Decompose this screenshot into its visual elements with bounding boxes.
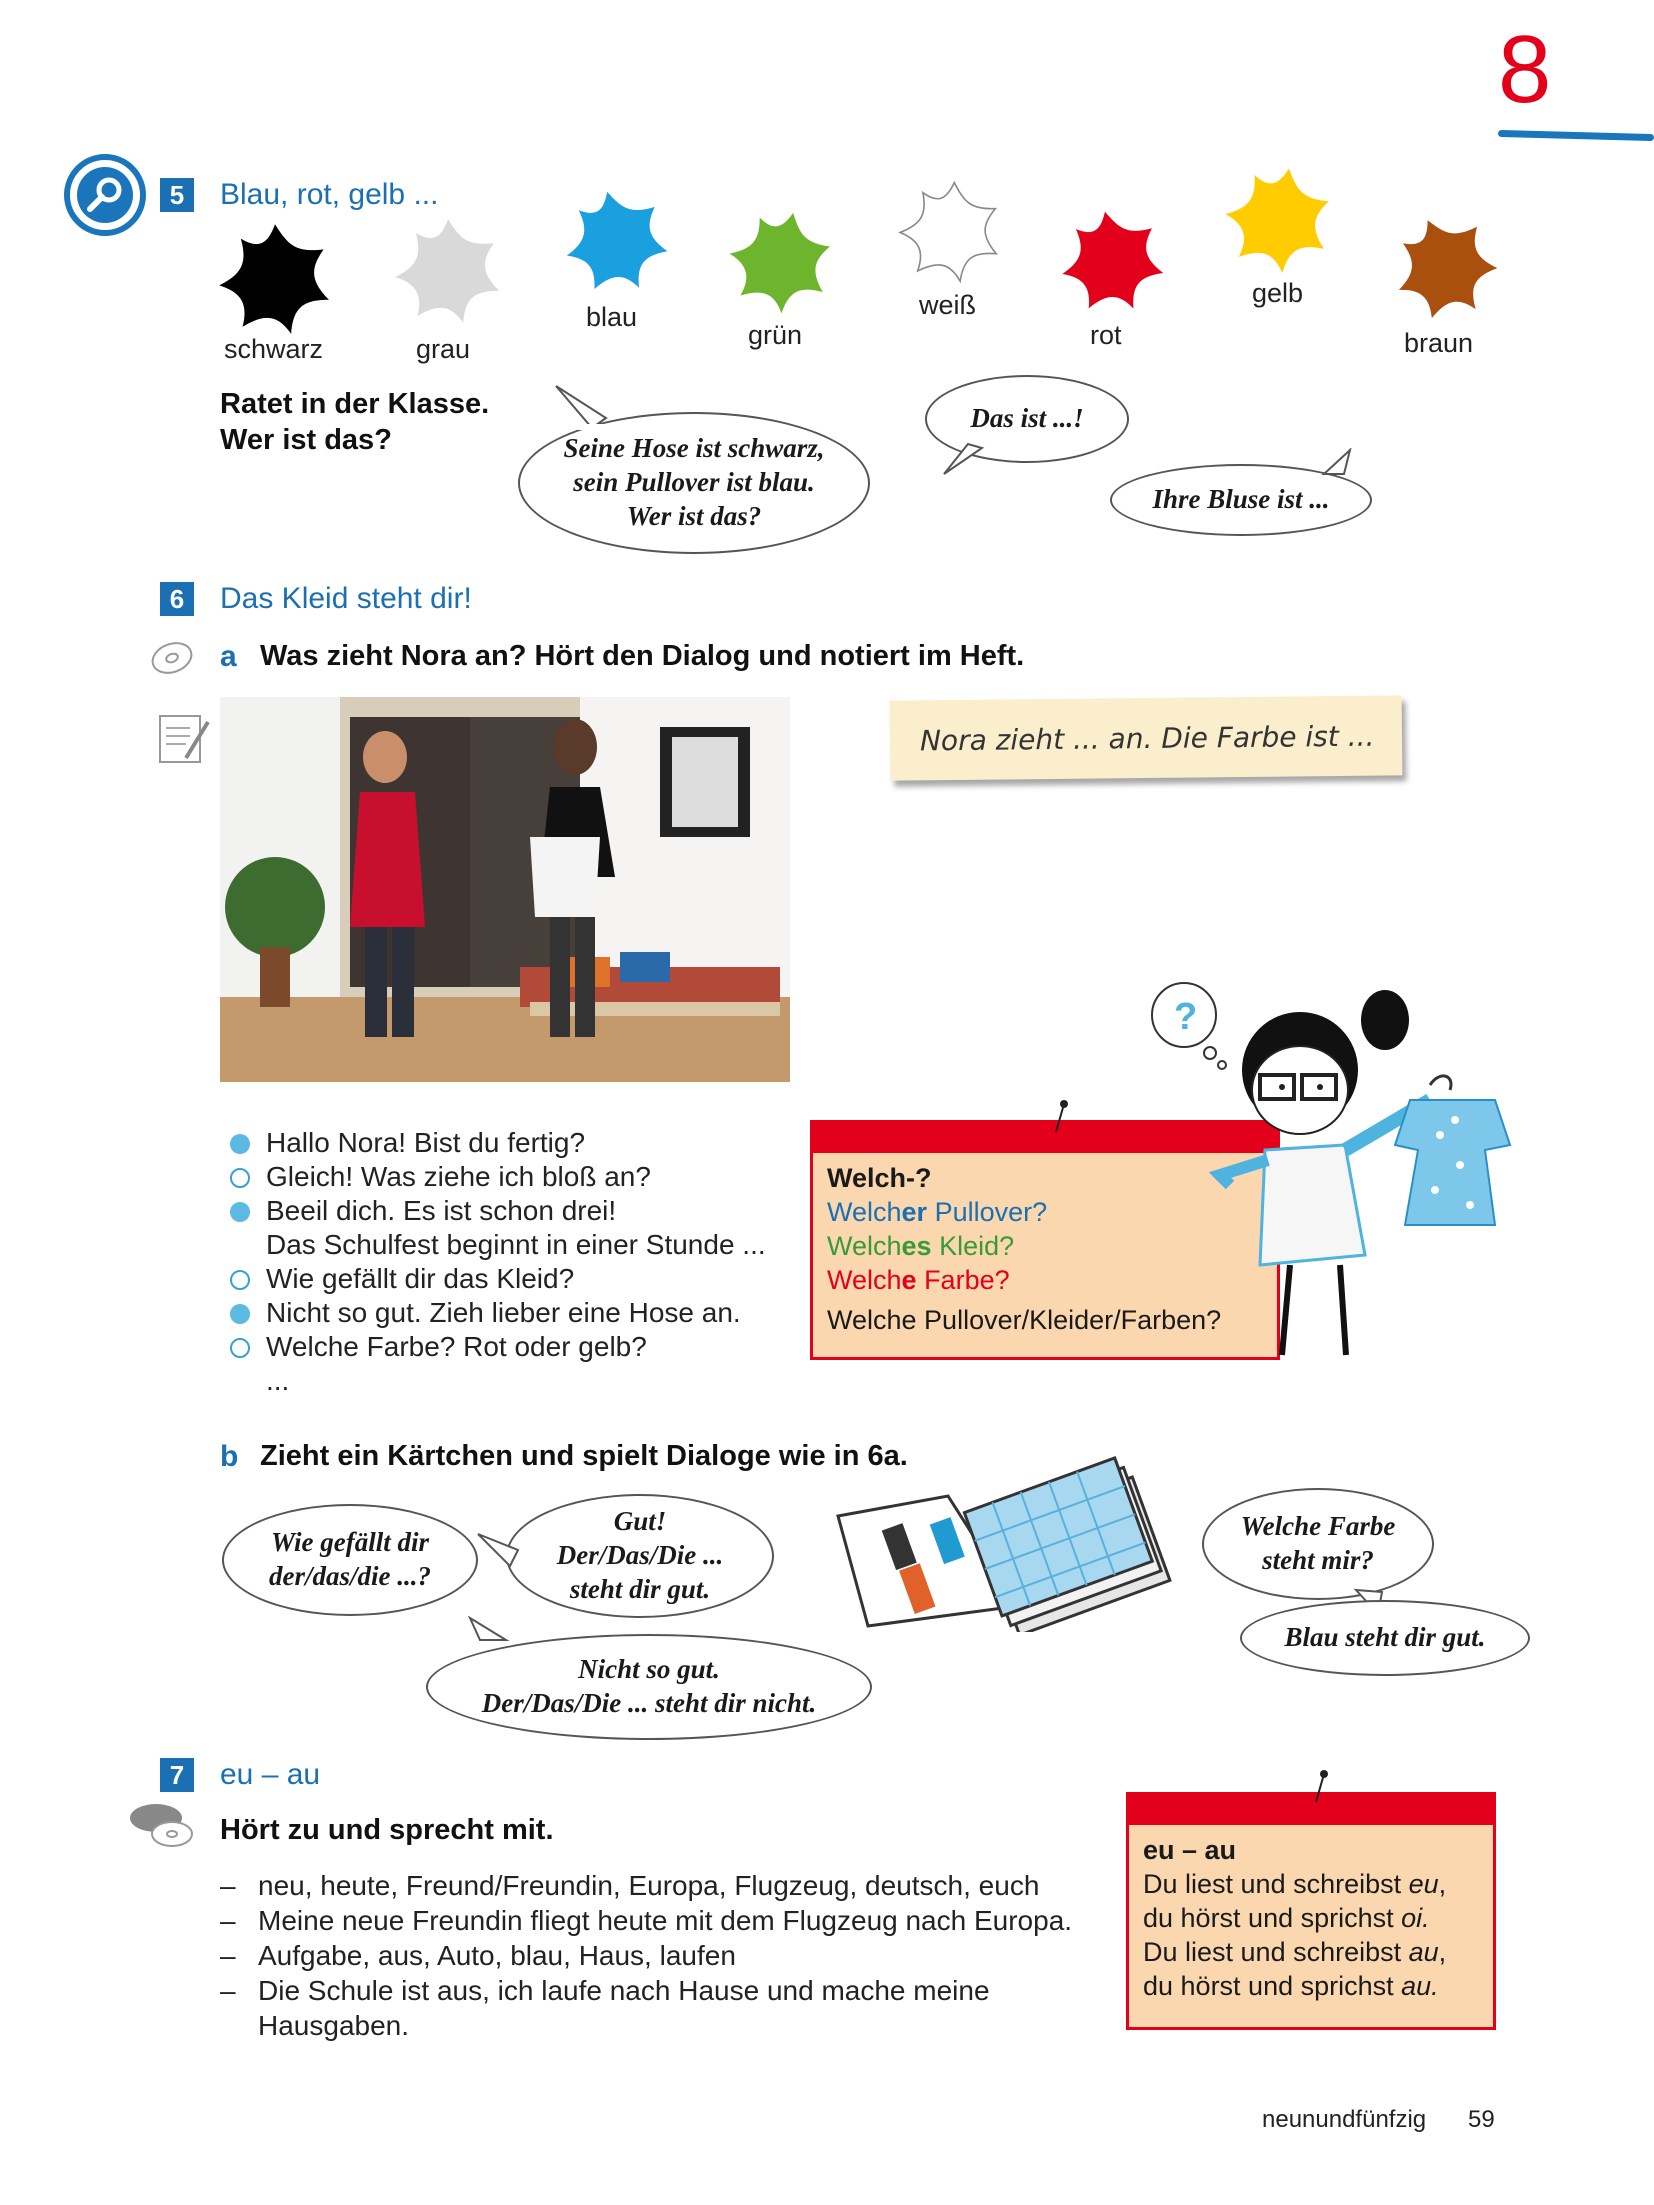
svg-text:?: ?	[1174, 996, 1198, 1038]
color-label-gelb: gelb	[1252, 278, 1304, 308]
speech-bubble-wie-gefaellt: Wie gefällt dir der/das/die ...?	[222, 1504, 478, 1616]
bubble-tail	[460, 1616, 510, 1646]
dialog-line: Wie gefällt dir das Kleid?	[230, 1262, 766, 1296]
speech-bubble-ihre-bluse: Ihre Bluse ist ...	[1110, 464, 1372, 536]
exercise-5-number: 5	[160, 178, 194, 212]
ex5-task-line1: Ratet in der Klasse.	[220, 388, 490, 420]
speech-bubble-gut: Gut! Der/Das/Die ... steht dir gut.	[506, 1494, 774, 1618]
phrase-line: – Meine neue Freundin fliegt heute mit dem Flugzeug nach Europa.	[220, 1905, 1073, 1936]
dialog-line: Welche Farbe? Rot oder gelb?	[230, 1330, 766, 1364]
color-label-braun: braun	[1404, 328, 1474, 358]
chapter-underline	[1498, 130, 1654, 141]
exercise-5-title: Blau, rot, gelb ...	[220, 178, 439, 211]
eu-au-line: du hörst und sprichst au.	[1143, 1971, 1439, 2001]
eu-au-line: Du liest und schreibst au,	[1143, 1937, 1447, 1967]
phrase-line: – Aufgabe, aus, Auto, blau, Haus, laufen	[220, 1940, 736, 1971]
bubble-tail	[548, 384, 608, 430]
splash-brown	[1380, 203, 1508, 331]
dialog-line: Das Schulfest beginnt in einer Stunde ...	[266, 1229, 766, 1260]
speech-bubble-seine-hose: Seine Hose ist schwarz, sein Pullover ist blau. Wer ist das?	[518, 412, 870, 554]
eu-au-title: eu – au	[1143, 1835, 1237, 1865]
ex5-task-line2: Wer ist das?	[220, 424, 392, 456]
pin-icon	[1310, 1770, 1330, 1806]
dialog-line: Gleich! Was ziehe ich bloß an?	[230, 1160, 766, 1194]
dialog-line: Hallo Nora! Bist du fertig?	[230, 1126, 766, 1160]
grammar-title: Welch-?	[827, 1163, 932, 1193]
cd-icon	[150, 636, 194, 680]
speech-bubble-blau-steht: Blau steht dir gut.	[1240, 1600, 1530, 1676]
bubble-tail	[470, 1530, 520, 1570]
dialog-line: Beeil dich. Es ist schon drei!	[230, 1194, 766, 1228]
exercise-6-number: 6	[160, 582, 194, 616]
color-label-grau: grau	[416, 334, 471, 364]
color-label-schwarz: schwarz	[224, 334, 324, 364]
ex6a-task: Was zieht Nora an? Hört den Dialog und notiert im Heft.	[260, 640, 1025, 672]
notebook-icon	[156, 712, 212, 768]
splash-white	[896, 178, 1002, 284]
girl-with-dress-illustration	[1150, 975, 1590, 1365]
color-label-gruen: grün	[748, 320, 803, 350]
phrase-list	[220, 1868, 1072, 2043]
speech-bubble-welche-farbe: Welche Farbe steht mir?	[1202, 1488, 1434, 1600]
bubble-tail	[938, 440, 988, 476]
speaking-cd-icon	[128, 1800, 196, 1852]
sticky-note-answer: Nora zieht ... an. Die Farbe ist ...	[890, 695, 1403, 780]
phrase-line: Hausgaben.	[258, 2010, 410, 2041]
color-label-weiss: weiß	[919, 290, 977, 320]
phrase-line: – Die Schule ist aus, ich laufe nach Hause und mache meine	[220, 1975, 990, 2006]
splash-grey	[395, 219, 499, 323]
exercise-6-title: Das Kleid steht dir!	[220, 582, 472, 615]
speech-bubble-nicht-so-gut: Nicht so gut. Der/Das/Die ... steht dir nicht.	[426, 1634, 872, 1740]
page-number: 59	[1468, 2106, 1495, 2133]
photo-girls-wardrobe	[220, 697, 790, 1082]
grammar-row-plural: Welche Pullover/Kleider/Farben?	[827, 1305, 1222, 1335]
color-splashes	[0, 150, 1654, 340]
bubble-tail	[1310, 448, 1360, 478]
speaker-b-dot	[230, 1270, 250, 1290]
splash-green	[718, 200, 841, 323]
splash-black	[219, 224, 329, 334]
dialog-line: Nicht so gut. Zieh lieber eine Hose an.	[230, 1296, 766, 1330]
speaker-a-dot	[230, 1134, 250, 1154]
grammar-row-neut: Welches Kleid?	[827, 1231, 1015, 1261]
eu-au-line: du hörst und sprichst oi.	[1143, 1903, 1430, 1933]
color-label-rot: rot	[1090, 320, 1122, 350]
grammar-row-fem: Welche Farbe?	[827, 1265, 1010, 1295]
ex7-task: Hört zu und sprecht mit.	[220, 1814, 554, 1846]
speech-bubble-das-ist: Das ist ...!	[925, 375, 1129, 463]
splash-blue	[557, 183, 673, 299]
dialog-line: ...	[266, 1365, 290, 1396]
splash-red	[1055, 205, 1168, 318]
speaker-a-dot	[230, 1304, 250, 1324]
color-label-blau: blau	[586, 302, 638, 332]
speaker-b-dot	[230, 1338, 250, 1358]
splash-yellow	[1216, 157, 1339, 280]
dialog-list	[230, 1126, 766, 1398]
speaker-b-dot	[230, 1168, 250, 1188]
cards-illustration	[818, 1436, 1186, 1632]
ex6b-letter: b	[220, 1440, 239, 1473]
exercise-7-number: 7	[160, 1758, 194, 1792]
page-number-word: neunundfünfzig	[1262, 2106, 1427, 2133]
ex6a-letter: a	[220, 640, 237, 673]
grammar-box-eu-au	[1126, 1792, 1496, 2030]
speaker-a-dot	[230, 1202, 250, 1222]
phrase-line: – neu, heute, Freund/Freundin, Europa, Flugzeug, deutsch, euch	[220, 1870, 1040, 1901]
ex6b-task: Zieht ein Kärtchen und spielt Dialoge wie in 6a.	[260, 1440, 908, 1472]
chapter-number: 8	[1498, 16, 1552, 123]
eu-au-line: Du liest und schreibst eu,	[1143, 1869, 1447, 1899]
grammar-row-masc: Welcher Pullover?	[827, 1197, 1048, 1227]
pin-icon	[1050, 1100, 1070, 1136]
exercise-7-title: eu – au	[220, 1758, 321, 1791]
